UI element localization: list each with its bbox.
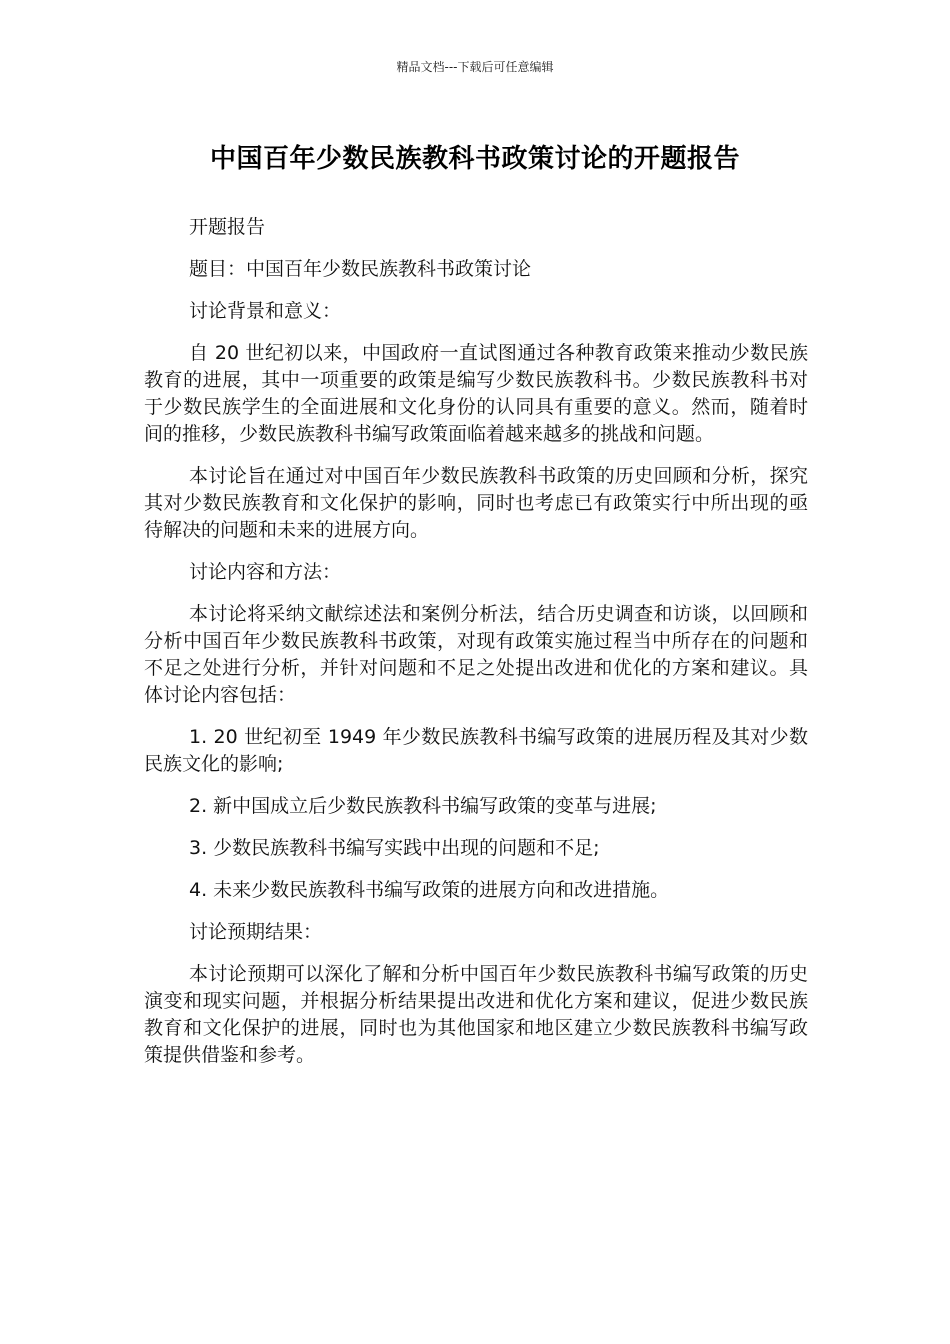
heading-content-methods: 讨论内容和方法： bbox=[189, 561, 342, 583]
list-item: 4. 未来少数民族教科书编写政策的进展方向和改进措施。 bbox=[189, 879, 670, 901]
document-title: 中国百年少数民族教科书政策讨论的开题报告 bbox=[209, 144, 740, 174]
document-body bbox=[144, 214, 808, 1084]
paragraph-purpose: 本讨论旨在通过对中国百年少数民族教科书政策的历史回顾和分析，探究其对少数民族教育和文化保护的影响，同时也考虑已有政策实行中所出现的亟待解决的问题和未来的进展方向。 bbox=[144, 465, 808, 541]
heading-expected-results: 讨论预期结果： bbox=[189, 921, 323, 943]
topic-line: 题目：中国百年少数民族教科书政策讨论 bbox=[189, 258, 532, 280]
section-label-report: 开题报告 bbox=[189, 216, 266, 238]
paragraph-background: 自 20 世纪初以来，中国政府一直试图通过各种教育政策来推动少数民族教育的进展，其中一项重要的政策是编写少数民族教科书。少数民族教科书对于少数民族学生的全面进展和文化身份的认同具有重要的意义。然而，随着时间的推移，少数民族教科书编写政策面临着越来越多的挑战和问题。 bbox=[144, 342, 808, 445]
list-item: 1. 20 世纪初至 1949 年少数民族教科书编写政策的进展历程及其对少数民族文化的影响; bbox=[144, 726, 808, 775]
page-header: 精品文档---下载后可任意编辑 bbox=[396, 60, 554, 74]
heading-background: 讨论背景和意义： bbox=[189, 300, 342, 322]
paragraph-expected-results: 本讨论预期可以深化了解和分析中国百年少数民族教科书编写政策的历史演变和现实问题，并根据分析结果提出改进和优化方案和建议，促进少数民族教育和文化保护的进展，同时也为其他国家和地区建立少数民族教科书编写政策提供借鉴和参考。 bbox=[144, 963, 808, 1066]
paragraph-methods: 本讨论将采纳文献综述法和案例分析法，结合历史调查和访谈，以回顾和分析中国百年少数民族教科书政策，对现有政策实施过程当中所存在的问题和不足之处进行分析，并针对问题和不足之处提出改进和优化的方案和建议。具体讨论内容包括： bbox=[144, 603, 808, 706]
list-item: 3. 少数民族教科书编写实践中出现的问题和不足; bbox=[189, 837, 600, 859]
list-item: 2. 新中国成立后少数民族教科书编写政策的变革与进展; bbox=[189, 795, 657, 817]
